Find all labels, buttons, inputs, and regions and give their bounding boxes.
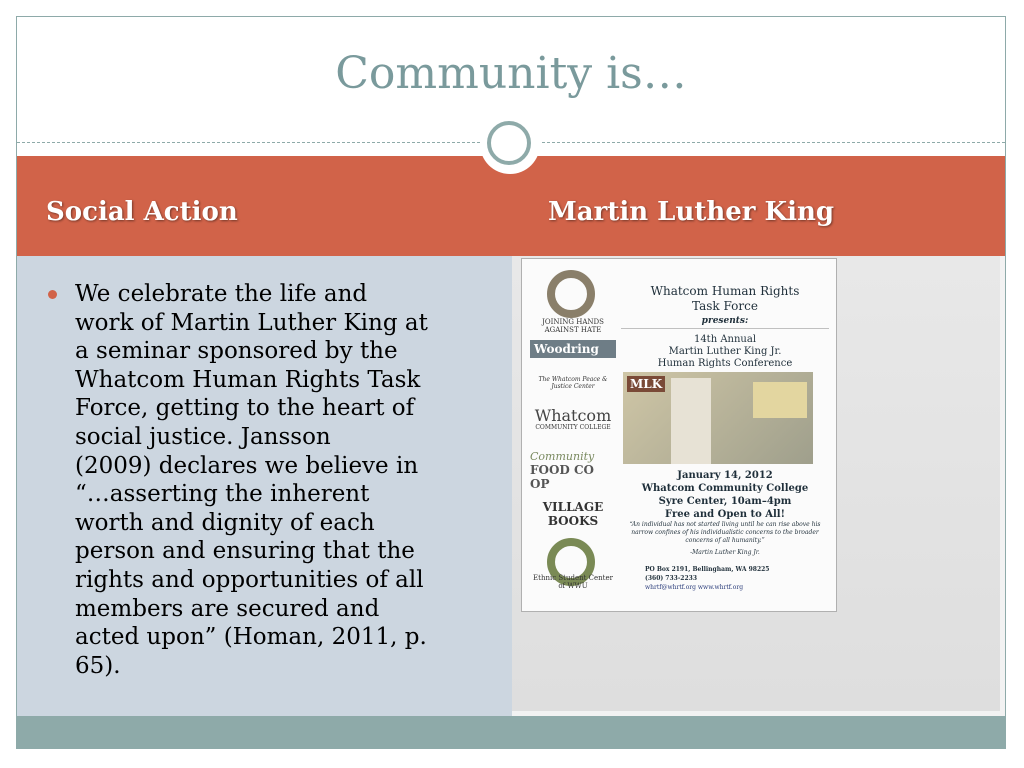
- food-coop-logo: FOOD CO OP: [530, 463, 595, 491]
- circle-ornament-ring: [487, 121, 531, 165]
- flyer-date: January 14, 2012: [677, 470, 773, 481]
- joining-hands-logo: [547, 270, 595, 318]
- flyer-free: Free and Open to All!: [665, 509, 785, 520]
- slide-title: Community is…: [335, 48, 687, 99]
- flyer-edition: 14th Annual: [693, 334, 757, 345]
- bullet-text: We celebrate the life and work of Martin Luther King at a seminar sponsored by the Whatcom Human Rights Task Force, getting to the heart of social justice. Jansson (2009) declares we believe in “…asserting the inherent worth and dignity of each person and ensuring that the rights and opportunities of all members are secured and acted upon” (Homan, 2011, p. 65).: [75, 281, 428, 679]
- woodring-logo: Woodring: [530, 340, 616, 358]
- flyer-place-time: Syre Center, 10am–4pm: [658, 496, 792, 507]
- flyer-rule: [621, 328, 829, 329]
- peace-justice-logo: The Whatcom Peace & Justice Center: [538, 376, 608, 390]
- community-logo: Community: [530, 450, 595, 463]
- flyer-venue: Whatcom Community College: [641, 483, 809, 494]
- flyer-phone: (360) 733-2233: [645, 575, 698, 582]
- flyer-quote: “An individual has not started living until he can rise above his narrow confines of his individualistic concerns to the broader concerns of all humanity.”: [629, 521, 821, 544]
- mlk-side-panel: [753, 382, 807, 418]
- divider-left: [17, 142, 480, 143]
- flyer-event-line1: Martin Luther King Jr.: [668, 346, 782, 357]
- divider-right: [542, 142, 1005, 143]
- flyer-org-line2: Task Force: [692, 299, 758, 313]
- right-column-header: Martin Luther King: [548, 197, 835, 227]
- footer-bar: [17, 716, 1005, 749]
- community-college-text: COMMUNITY COLLEGE: [535, 424, 611, 431]
- joining-hands-text: JOINING HANDS AGAINST HATE: [542, 318, 604, 334]
- flyer-org-line1: Whatcom Human Rights: [650, 284, 800, 298]
- mlk-statue-image: [671, 378, 711, 464]
- left-column-header: Social Action: [46, 197, 238, 227]
- flyer-quote-author: -Martin Luther King Jr.: [690, 549, 760, 556]
- flyer-mlk-photo: [623, 372, 813, 464]
- flyer-presents: presents:: [701, 316, 749, 326]
- flyer-web: whrtf@whrtf.org www.whrtf.org: [645, 584, 744, 591]
- bullet-icon: [48, 290, 57, 299]
- village-books-logo: VILLAGE BOOKS: [542, 500, 604, 528]
- ethnic-center-text: Ethnic Student Center of WWU: [533, 574, 613, 590]
- mlk-badge: MLK: [627, 376, 665, 392]
- whatcom-logo: Whatcom: [534, 406, 612, 425]
- flyer-address: PO Box 2191, Bellingham, WA 98225: [645, 566, 770, 573]
- flyer-event-line2: Human Rights Conference: [657, 358, 793, 369]
